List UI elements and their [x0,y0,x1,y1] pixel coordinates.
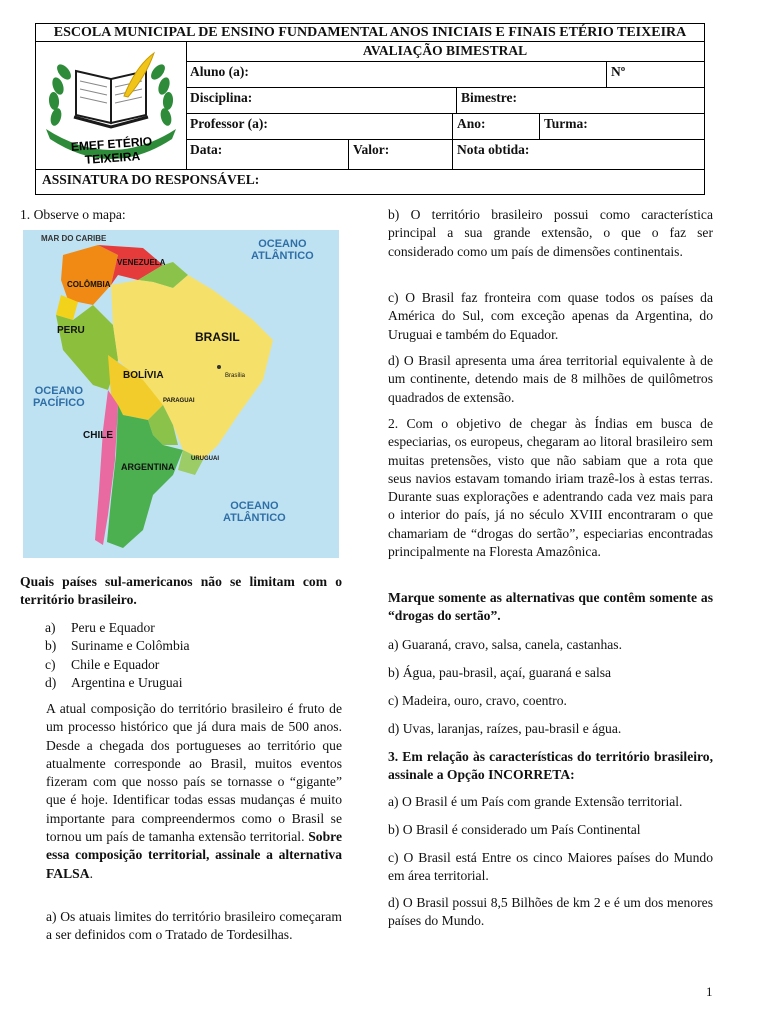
class-field[interactable]: Turma: [539,113,704,139]
q2-option-d: d) Uvas, laranjas, raízes, pau-brasil e água. [388,721,622,736]
evaluation-title: AVALIAÇÃO BIMESTRAL [186,41,704,62]
teacher-field[interactable]: Professor (a): [190,116,268,131]
year-field[interactable]: Ano: [452,113,539,139]
label-oceano-atlantico-s: OCEANO ATLÂNTICO [223,500,286,524]
q1b-option-d: d) O Brasil apresenta uma área territorial equivalente à de um continente, detendo mais de 8 milhões de quilômetros quadrados de extensão. [388,353,713,405]
q1-option-key: a) [45,620,56,635]
label-peru: PERU [57,325,85,336]
q1-option-key: b) [45,638,57,654]
q2-question: Marque somente as alternativas que contêm somente as “drogas do sertão”. [388,590,713,624]
label-oceano-pacifico: OCEANO PACÍFICO [33,385,85,409]
q1-option [45,637,345,655]
q1-intro: 1. Observe o mapa: [20,207,126,222]
date-field[interactable]: Data: [190,142,223,157]
logo-text: EMEF ETÉRIO TEIXEIRA [70,134,153,167]
q1-option-text: Peru e Equador [71,620,155,635]
q1b-paragraph: A atual composição do território brasileiro é fruto de um processo histórico que já dura mais de 500 anos. Desde a chegada dos portugueses ao território que atualmente corresponde ao Brasil, muitos eventos fizeram com que nosso país se tornasse o “gigante” que é hoje. Identificar todas essas mudanças é muito importante para compreendermos como o Brasil se tornou um país de tamanha extensão territorial. Sobre essa composição territorial, assinale a alternativa FALSA. [46,701,342,881]
q2-option-c: c) Madeira, ouro, cravo, coentro. [388,693,567,708]
q2-option-a: a) Guaraná, cravo, salsa, canela, castanhas. [388,637,622,652]
q1-option-text: Chile e Equador [71,656,160,672]
label-venezuela: VENEZUELA [117,258,166,267]
q1-option-key: c) [45,656,56,672]
q3-option-a: a) O Brasil é um País com grande Extensão territorial. [388,794,683,809]
label-uruguai: URUGUAI [191,456,219,462]
q1-option [45,619,345,637]
q2-option-b: b) Água, pau-brasil, açaí, guaraná e salsa [388,665,612,680]
label-oceano-atlantico-n: OCEANO ATLÂNTICO [251,238,314,262]
q1b-option-a: a) Os atuais limites do território brasileiro começaram a ser definidos com o Tratado de Tordesilhas. [46,909,342,943]
label-paraguai: PARAGUAI [163,398,195,404]
label-argentina: ARGENTINA [121,462,175,472]
bimester-field[interactable]: Bimestre: [456,87,704,113]
header-box [35,23,705,195]
q1-options [45,619,345,692]
student-number-field[interactable]: Nº [606,61,704,87]
label-bolivia: BOLÍVIA [123,370,164,381]
q2-text: 2. Com o objetivo de chegar às Índias em busca de especiarias, os europeus, chegaram ao litoral brasileiro sem muitas pretensões, visto que não sabiam que a rota que seus navios estavam tomando iriam trazê-los à estas terras. Durante suas explorações e adentrando cada vez mais para o interior do país, já no século XVIII encontraram o que chamariam de “drogas do sertão”, especiarias encontradas principalmente na Floresta Amazônica. [388,416,713,560]
q1-question: Quais países sul-americanos não se limitam com o território brasileiro. [20,574,342,608]
q1-option [45,674,345,692]
student-name-field[interactable]: Aluno (a): [190,64,249,79]
q1b-option-b: b) O território brasileiro possui como característica principal a sua grande extensão, o que o faz ser considerado como um país de dimensões continentais. [388,207,713,259]
label-chile: CHILE [83,430,113,441]
label-colombia: COLÔMBIA [67,280,111,289]
value-field[interactable]: Valor: [348,139,452,169]
label-mar-caribe: MAR DO CARIBE [41,234,107,243]
school-name: ESCOLA MUNICIPAL DE ENSINO FUNDAMENTAL ANOS INICIAIS E FINAIS ETÉRIO TEIXEIRA [36,24,704,42]
school-logo [36,41,187,169]
grade-field[interactable]: Nota obtida: [452,139,704,169]
q3-option-b: b) O Brasil é considerado um País Continental [388,822,641,837]
subject-field[interactable]: Disciplina: [190,90,253,105]
guardian-signature-field[interactable]: ASSINATURA DO RESPONSÁVEL: [36,169,704,195]
label-brasil: BRASIL [195,330,240,344]
q1-option [45,656,345,674]
q1-option-text: Argentina e Uruguai [71,674,183,690]
q1-option-text: Suriname e Colômbia [71,638,190,654]
page-number: 1 [706,984,713,999]
q1-option-key: d) [45,674,57,690]
label-brasilia: Brasília [225,373,246,379]
q3-option-d: d) O Brasil possui 8,5 Bilhões de km 2 e é um dos menores países do Mundo. [388,895,713,929]
q3-question: 3. Em relação às características do território brasileiro, assinale a Opção INCORRETA: [388,749,713,783]
south-america-map [23,230,339,558]
q3-option-c: c) O Brasil está Entre os cinco Maiores países do Mundo em área territorial. [388,850,713,884]
q1b-option-c: c) O Brasil faz fronteira com quase todos os países da América do Sul, com exceção apenas da Argentina, do Uruguai e também do Equador. [388,290,713,342]
